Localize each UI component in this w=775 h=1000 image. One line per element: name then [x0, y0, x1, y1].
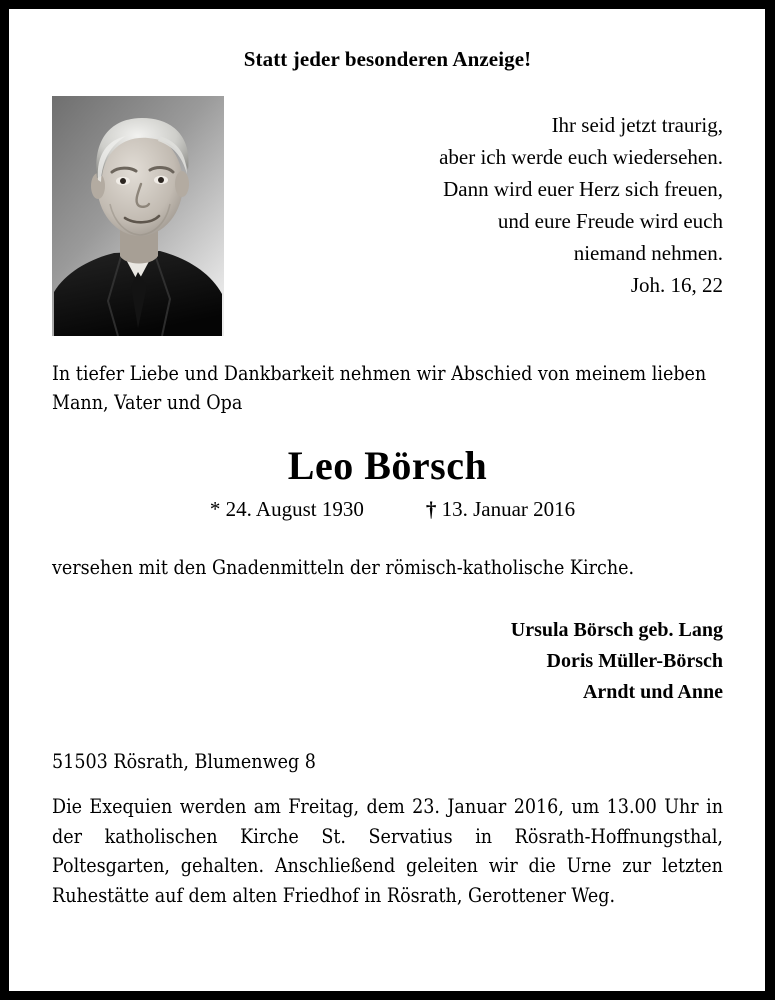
page-title: Statt jeder besonderen Anzeige!	[243, 47, 532, 71]
deceased-name: Leo Börsch	[287, 442, 488, 488]
death-date-value: 13. Januar 2016	[441, 496, 576, 521]
portrait-photograph-icon	[52, 96, 224, 336]
birth-symbol: *	[209, 496, 221, 521]
survivors-list	[52, 615, 723, 708]
notice-page	[9, 9, 765, 991]
intro-paragraph: In tiefer Liebe und Dankbarkeit nehmen wir Abschied von meinem lieben Mann, Vater und Opa	[52, 362, 707, 414]
life-dates	[52, 497, 723, 522]
portrait-photo	[52, 96, 224, 336]
cross-dagger-icon: †	[425, 496, 437, 521]
photo-and-verse-band	[52, 96, 723, 346]
family-address: 51503 Rösrath, Blumenweg 8	[52, 749, 316, 773]
survivor-name: Ursula Börsch geb. Lang	[510, 618, 723, 641]
verse-line: und eure Freude wird euch	[497, 208, 723, 233]
birth-date	[210, 497, 364, 522]
survivor-name: Doris Müller-Börsch	[546, 649, 723, 672]
verse-line: Ihr seid jetzt traurig,	[551, 113, 723, 138]
death-date	[426, 497, 575, 522]
verse-line: aber ich werde euch wiedersehen.	[439, 145, 723, 170]
sacrament-note: versehen mit den Gnadenmitteln der römisch-katholische Kirche.	[52, 555, 635, 579]
bible-verse	[303, 110, 723, 301]
funeral-details: Die Exequien werden am Freitag, dem 23. Januar 2016, um 13.00 Uhr in der katholischen Kirche St. Servatius in Rösrath-Hoffnungsthal, Poltesgarten, gehalten. Anschließend geleiten wir die Urne zur letzten Ruhestätte auf dem alten Friedhof in Rösrath, Gerottener Weg.	[52, 795, 723, 907]
verse-reference: Joh. 16, 22	[630, 272, 723, 297]
verse-line: niemand nehmen.	[573, 240, 723, 265]
survivor-name: Arndt und Anne	[582, 680, 723, 703]
birth-date-value: 24. August 1930	[225, 496, 364, 521]
verse-line: Dann wird euer Herz sich freuen,	[443, 177, 723, 201]
